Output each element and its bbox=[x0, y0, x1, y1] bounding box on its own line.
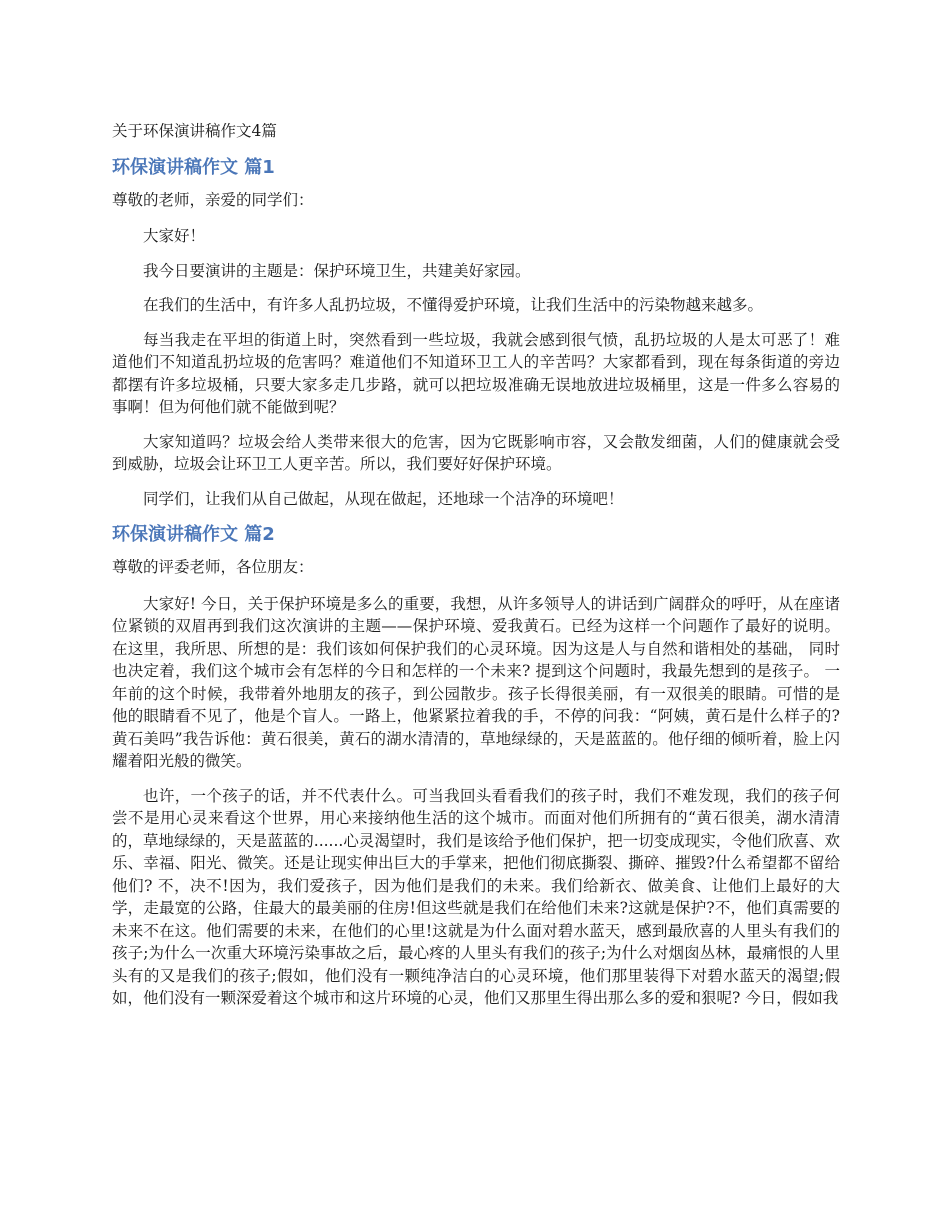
paragraph: 大家知道吗？垃圾会给人类带来很大的危害，因为它既影响市容，又会散发细菌，人们的健康就会受到威胁，垃圾会让环卫工人更辛苦。所以，我们要好好保护环境。 bbox=[112, 432, 840, 473]
section-1 bbox=[112, 155, 840, 511]
salutation: 尊敬的老师，亲爱的同学们： bbox=[112, 190, 314, 209]
section-heading: 环保演讲稿作文 篇1 bbox=[112, 156, 275, 178]
salutation: 尊敬的评委老师，各位朋友： bbox=[112, 558, 314, 576]
section-2 bbox=[112, 522, 840, 1010]
paragraph: 在我们的生活中，有许多人乱扔垃圾，不懂得爱护环境，让我们生活中的污染物越来越多。 bbox=[143, 296, 764, 314]
section-heading: 环保演讲稿作文 篇2 bbox=[112, 524, 275, 545]
paragraph: 同学们，让我们从自己做起，从现在做起，还地球一个洁净的环境吧！ bbox=[143, 489, 624, 508]
paragraph: 也许，一个孩子的话，并不代表什么。可当我回头看看我们的孩子时，我们不难发现，我们的孩子何尝不是用心灵来看这个世界，用心来接纳他生活的这个城市。而面对他们所拥有的“黄石很美，湖水清清的，草地绿绿的，天是蓝蓝的......心灵渴望时，我们是该给予他们保护，把一切变成现实，令他们欣喜、欢乐、幸福、阳光、微笑。还是让现实伸出巨大的手掌来，把他们彻底撕裂、撕碎、摧毁?什么希望都不留给他们? 不，决不!因为，我们爱孩子，因为他们是我们的未来。我们给新衣、做美食、让他们上最好的大学，走最宽的公路，住最大的最美丽的住房!但这些就是我们在给他们未来?这就是保护?不，他们真需要的未来不在这。他们需要的未来，在他们的心里!这就是为什么面对碧水蓝天，感到最欣喜的人里头有我们的孩子;为什么一次重大环境污染事故之后，最心疼的人里头有我们的孩子;为什么对烟囱丛林，最痛恨的人里头有的又是我们的孩子;假如，他们没有一颗纯净洁白的心灵环境，他们那里装得下对碧水蓝天的渴望;假如，他们没有一颗深爱着这个城市和这片环境的心灵，他们又那里生得出那么多的爱和狠呢? 今日，假如我 bbox=[112, 786, 840, 1007]
paragraph: 大家好！ bbox=[143, 227, 206, 245]
paragraph: 每当我走在平坦的街道上时，突然看到一些垃圾，我就会感到很气愤，乱扔垃圾的人是太可恶了！难道他们不知道乱扔垃圾的危害吗？难道他们不知道环卫工人的辛苦吗？大家都看到，现在每条街道的旁边都摆有许多垃圾桶，只要大家多走几步路，就可以把垃圾准确无误地放进垃圾桶里，这是一件多么容易的事啊！但为何他们就不能做到呢？ bbox=[112, 330, 840, 416]
document-title: 关于环保演讲稿作文4篇 bbox=[112, 122, 277, 140]
document-page bbox=[112, 120, 840, 1022]
paragraph: 大家好! 今日，关于保护环境是多么的重要，我想，从许多领导人的讲话到广阔群众的呼吁，从在座诸位紧锁的双眉再到我们这次演讲的主题——保护环境、爱我黄石。已经为这样一个问题作了最好的说明。在这里，我所思、所想的是：我们该如何保护我们的心灵环境。因为这是人与自然和谐相处的基础， 同时也决定着，我们这个城市会有怎样的今日和怎样的一个未来? 提到这个问题时，我最先想到的是孩子。 一年前的这个时候，我带着外地朋友的孩子，到公园散步。孩子长得很美丽，有一双很美的眼睛。可惜的是他的眼睛看不见了，他是个盲人。一路上，他紧紧拉着我的手，不停的问我：“阿姨，黄石是什么样子的?黄石美吗”我告诉他：黄石很美，黄石的湖水清清的，草地绿绿的，天是蓝蓝的。他仔细的倾听着，脸上闪耀着阳光般的微笑。 bbox=[112, 594, 840, 770]
paragraph: 我今日要演讲的主题是：保护环境卫生，共建美好家园。 bbox=[143, 261, 531, 280]
